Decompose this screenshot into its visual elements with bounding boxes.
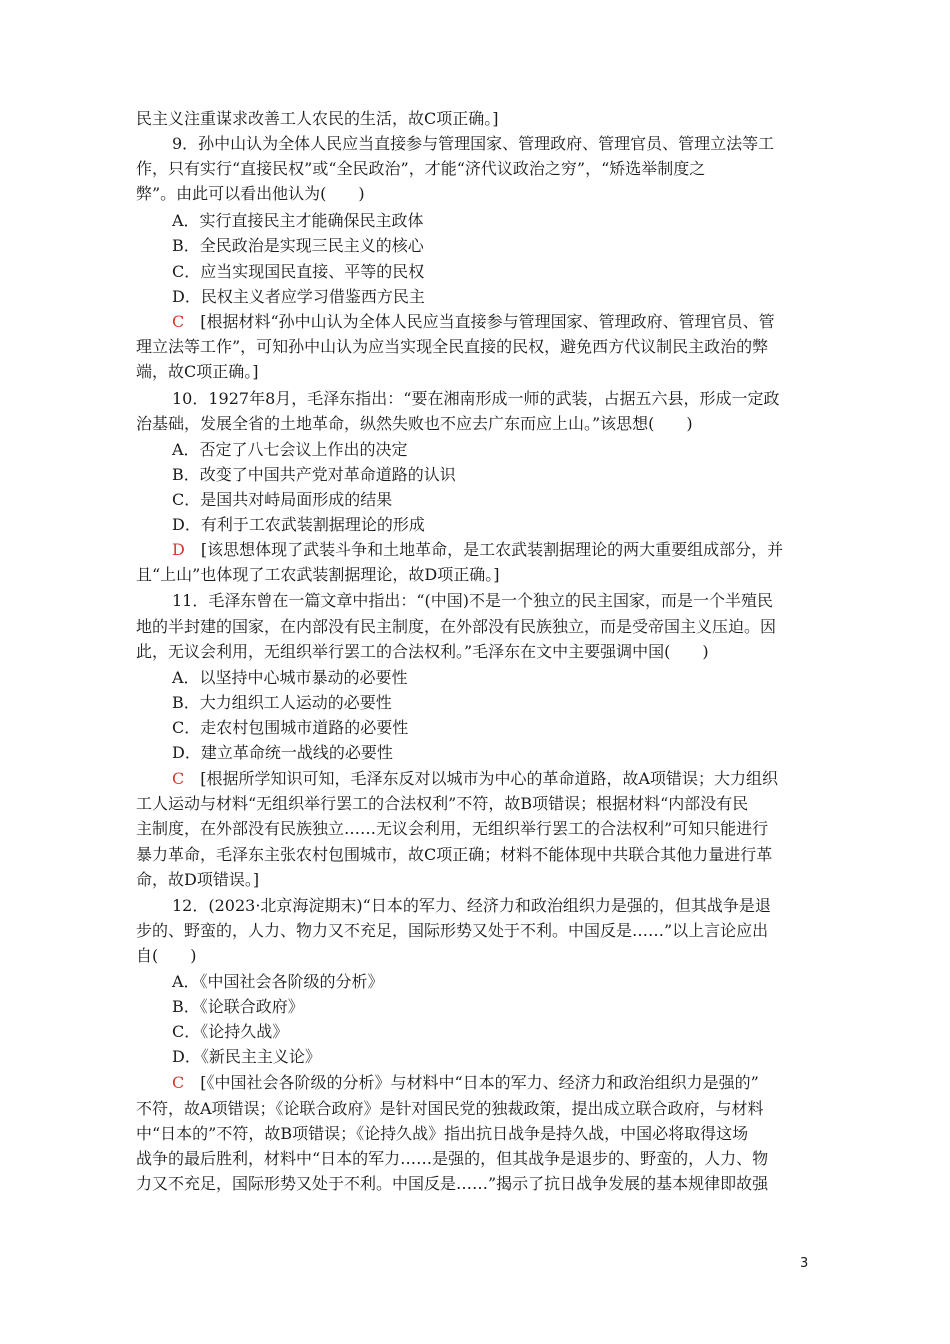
answer-letter: D	[172, 540, 185, 559]
line-text: B．改变了中国共产党对革命道路的认识	[172, 465, 456, 484]
text-line	[136, 867, 816, 892]
text-line	[172, 1070, 816, 1095]
text-line	[136, 943, 816, 968]
text-line	[172, 259, 852, 284]
line-text: A．实行直接民主才能确保民主政体	[172, 211, 424, 230]
text-line	[136, 1121, 816, 1146]
text-line	[172, 233, 852, 258]
text-line	[172, 208, 852, 233]
text-line	[172, 512, 852, 537]
text-line	[172, 437, 852, 462]
text-line	[172, 740, 852, 765]
text-line	[136, 1146, 816, 1171]
text-line	[136, 106, 816, 131]
text-line	[172, 588, 816, 613]
line-text: 且“上山”也体现了工农武装割据理论，故D项正确。]	[136, 565, 500, 584]
text-line	[136, 1096, 816, 1121]
text-line	[172, 969, 852, 994]
line-text: 战争的最后胜利，材料中“日本的军力……是强的，但其战争是退步的、野蛮的，人力、物	[136, 1149, 769, 1168]
line-text: C．走农村包围城市道路的必要性	[172, 718, 409, 737]
text-line	[172, 131, 816, 156]
text-line	[172, 994, 852, 1019]
line-text: 工人运动与材料“无组织举行罢工的合法权利”不符，故B项错误；根据材料“内部没有民	[136, 794, 749, 813]
line-text: [根据材料“孙中山认为全体人民应当直接参与管理国家、管理政府、管理官员、管	[184, 312, 775, 331]
line-text: D．建立革命统一战线的必要性	[172, 743, 393, 762]
line-text: A．《中国社会各阶级的分析》	[172, 972, 384, 991]
line-text: 主制度，在外部没有民族独立……无议会利用，无组织举行罢工的合法权利”可知只能进行	[136, 819, 769, 838]
text-line	[136, 181, 816, 206]
text-line	[172, 893, 816, 918]
line-text: 命，故D项错误。]	[136, 870, 260, 889]
line-text: A．以坚持中心城市暴动的必要性	[172, 668, 408, 687]
line-text: 治基础，发展全省的土地革命，纵然失败也不应去广东而应上山。”该思想( )	[136, 414, 693, 433]
text-line	[172, 309, 816, 334]
text-line	[172, 284, 852, 309]
line-text: 此，无议会利用，无组织举行罢工的合法权利。”毛泽东在文中主要强调中国( )	[136, 642, 709, 661]
line-text: 暴力革命，毛泽东主张农村包围城市，故C项正确；材料不能体现中共联合其他力量进行革	[136, 845, 773, 864]
text-line	[172, 665, 852, 690]
line-text: 弊”。由此可以看出他认为( )	[136, 184, 365, 203]
line-text: B．大力组织工人运动的必要性	[172, 693, 392, 712]
text-line	[136, 411, 816, 436]
text-line	[172, 537, 816, 562]
line-text: 12．(2023·北京海淀期末)“日本的军力、经济力和政治组织力是强的，但其战争是退	[172, 896, 771, 915]
line-text: 民主义注重谋求改善工人农民的生活，故C项正确。]	[136, 109, 499, 128]
text-line	[172, 766, 816, 791]
text-line	[172, 1044, 852, 1069]
text-line	[136, 334, 816, 359]
line-text: B．《论联合政府》	[172, 997, 304, 1016]
text-line	[136, 156, 816, 181]
answer-letter: C	[172, 1073, 185, 1092]
line-text: 不符，故A项错误；《论联合政府》是针对国民党的独裁政策，提出成立联合政府，与材料	[136, 1099, 764, 1118]
text-line	[172, 487, 852, 512]
line-text: [该思想体现了武装斗争和土地革命，是工农武装割据理论的两大重要组成部分，并	[184, 540, 784, 559]
line-text: 地的半封建的国家，在内部没有民主制度，在外部没有民族独立，而是受帝国主义压迫。因	[136, 617, 777, 636]
line-text: 10．1927年8月，毛泽东指出：“要在湘南形成一师的武装，占据五六县，形成一定政	[172, 389, 780, 408]
answer-letter: C	[172, 769, 185, 788]
line-text: 力又不充足，国际形势又处于不利。中国反是……”揭示了抗日战争发展的基本规律即故强	[136, 1174, 769, 1193]
line-text: 自( )	[136, 946, 197, 965]
text-line	[172, 690, 852, 715]
line-text: 理立法等工作”，可知孙中山认为应当实现全民直接的民权，避免西方代议制民主政治的弊	[136, 337, 769, 356]
line-text: 11．毛泽东曾在一篇文章中指出：“(中国)不是一个独立的民主国家，而是一个半殖民	[172, 591, 774, 610]
line-text: C．是国共对峙局面形成的结果	[172, 490, 393, 509]
line-text: 端，故C项正确。]	[136, 362, 259, 381]
line-text: 步的、野蛮的，人力、物力又不充足，国际形势又处于不利。中国反是……”以上言论应出	[136, 921, 769, 940]
line-text: C．《论持久战》	[172, 1022, 289, 1041]
text-line	[136, 1171, 816, 1196]
text-line	[172, 462, 852, 487]
line-text: 中“日本的”不符，故B项错误；《论持久战》指出抗日战争是持久战，中国必将取得这场	[136, 1124, 749, 1143]
line-text: 9．孙中山认为全体人民应当直接参与管理国家、管理政府、管理官员、管理立法等工	[172, 134, 775, 153]
text-line	[172, 386, 816, 411]
line-text: A．否定了八七会议上作出的决定	[172, 440, 408, 459]
line-text: C．应当实现国民直接、平等的民权	[172, 262, 425, 281]
text-line	[136, 359, 816, 384]
line-text: [《中国社会各阶级的分析》与材料中“日本的军力、经济力和政治组织力是强的”	[184, 1073, 759, 1092]
line-text: D．《新民主主义论》	[172, 1047, 321, 1066]
line-text: B．全民政治是实现三民主义的核心	[172, 236, 424, 255]
text-line	[136, 639, 816, 664]
line-text: [根据所学知识可知，毛泽东反对以城市为中心的革命道路，故A项错误；大力组织	[184, 769, 779, 788]
text-line	[136, 791, 816, 816]
line-text: D．民权主义者应学习借鉴西方民主	[172, 287, 425, 306]
text-line	[136, 614, 816, 639]
page-number: 3	[800, 1256, 809, 1271]
text-line	[136, 562, 816, 587]
line-text: 作，只有实行“直接民权”或“全民政治”，才能“济代议政治之穷”，“矫选举制度之	[136, 159, 706, 178]
text-line	[136, 918, 816, 943]
text-line	[172, 715, 852, 740]
answer-letter: C	[172, 312, 185, 331]
text-line	[136, 842, 816, 867]
line-text: D．有利于工农武装割据理论的形成	[172, 515, 425, 534]
text-line	[136, 816, 816, 841]
text-line	[172, 1019, 852, 1044]
